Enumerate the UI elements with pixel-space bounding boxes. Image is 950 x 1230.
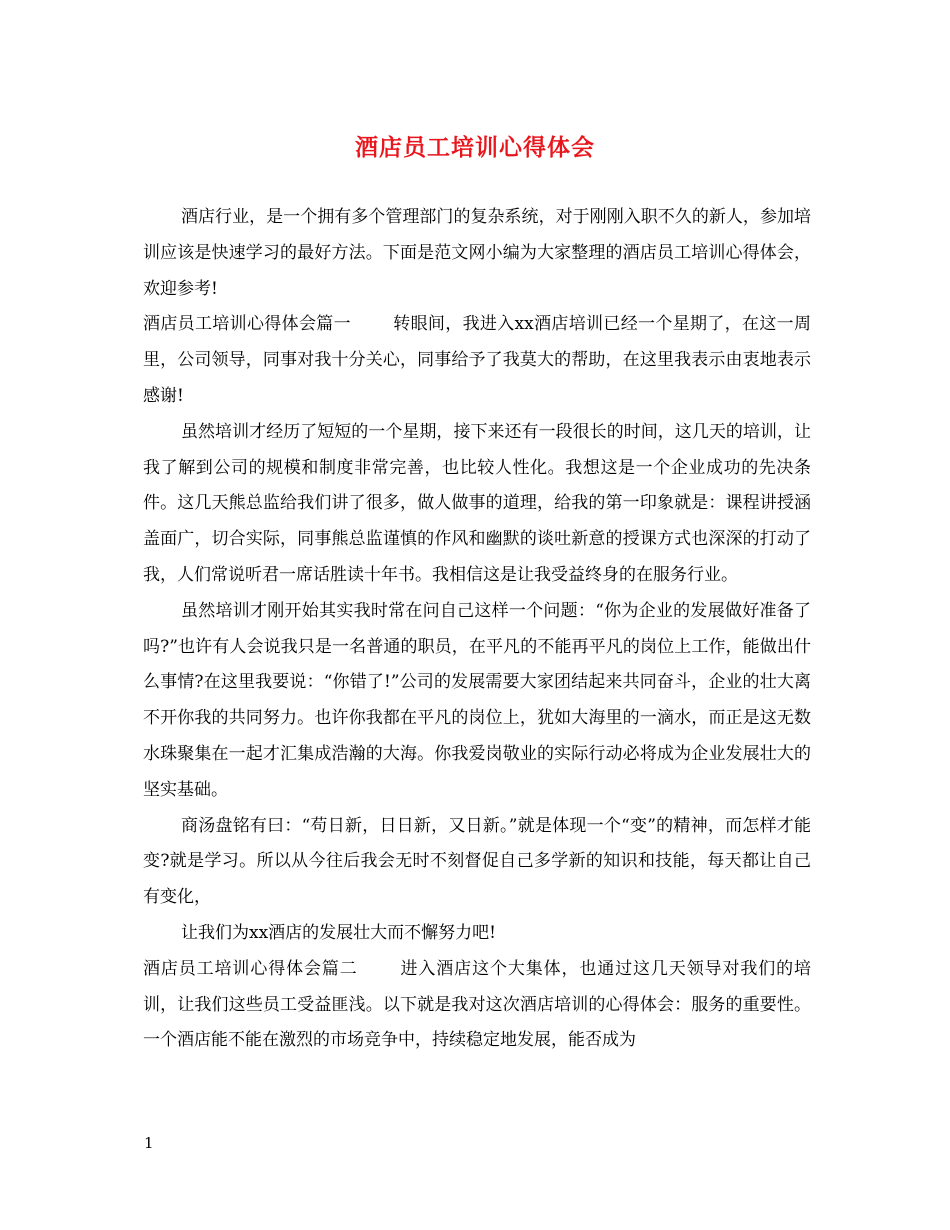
document-body [143, 200, 811, 1059]
paragraph-text: 转眼间，我进入xx酒店培训已经一个星期了，在这一周里，公司领导，同事对我十分关心，同事给予了我莫大的帮助，在这里我表示由衷地表示感谢! [143, 314, 811, 406]
paragraph [143, 809, 811, 916]
paragraph-text: 商汤盘铭有曰：“苟日新，日日新，又日新。”就是体现一个“变”的精神，而怎样才能变?就是学习。所以从今往后我会无时不刻督促自己多学新的知识和技能，每天都让自己有变化， [143, 815, 811, 908]
paragraph [143, 916, 811, 952]
document-title: 酒店员工培训心得体会 [355, 134, 595, 161]
page-number: 1 [144, 1134, 154, 1152]
section-heading-part-two: 酒店员工培训心得体会篇二 [143, 958, 358, 979]
paragraph [143, 594, 811, 809]
paragraph-part-one [143, 307, 811, 414]
paragraph-text: 进入酒店这个大集体，也通过这几天领导对我们的培训，让我们这些员工受益匪浅。以下就是我对这次酒店培训的心得体会：服务的重要性。一个酒店能不能在激烈的市场竞争中，持续稳定地发展，能否成为 [143, 958, 812, 1051]
paragraph-intro [143, 200, 811, 307]
paragraph-text: 让我们为xx酒店的发展壮大而不懈努力吧! [181, 922, 497, 943]
paragraph-text: 虽然培训才刚开始其实我时常在问自己这样一个问题：“你为企业的发展做好准备了吗?”也许有人会说我只是一名普通的职员，在平凡的不能再平凡的岗位上工作，能做出什么事情?在这里我要说：“你错了!”公司的发展需要大家团结起来共同奋斗，企业的壮大离不开你我的共同努力。也许你我都在平凡的岗位上，犹如大海里的一滴水，而正是这无数水珠聚集在一起才汇集成浩瀚的大海。你我爱岗敬业的实际行动必将成为企业发展壮大的坚实基础。 [143, 600, 811, 800]
paragraph-text: 虽然培训才经历了短短的一个星期，接下来还有一段很长的时间，这几天的培训，让我了解到公司的规模和制度非常完善，也比较人性化。我想这是一个企业成功的先决条件。这几天熊总监给我们讲了很多，做人做事的道理，给我的第一印象就是：课程讲授涵盖面广，切合实际，同事熊总监谨慎的作风和幽默的谈吐新意的授课方式也深深的打动了我，人们常说听君一席话胜读十年书。我相信这是让我受益终身的在服务行业。 [143, 421, 811, 585]
paragraph-part-two [143, 952, 811, 1059]
section-heading-part-one: 酒店员工培训心得体会篇一 [143, 314, 351, 335]
paragraph-text: 酒店行业，是一个拥有多个管理部门的复杂系统，对于刚刚入职不久的新人，参加培训应该是快速学习的最好方法。下面是范文网小编为大家整理的酒店员工培训心得体会，欢迎参考! [143, 207, 811, 299]
paragraph [143, 415, 811, 594]
